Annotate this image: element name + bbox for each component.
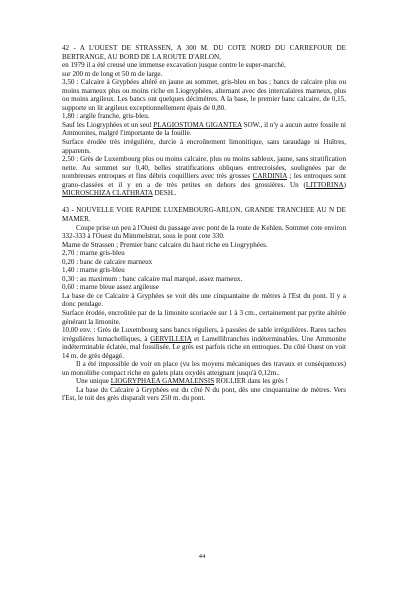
page-body xyxy=(62,44,346,403)
fossil-name: LITTORINA xyxy=(305,180,344,189)
layer-line: 0,60 : marne bleue assez argileuse xyxy=(62,283,159,292)
text-run: SOW., il n'y a aucun autre fossile ni Ammonites, malgré l'importante de la fouille. xyxy=(62,120,348,138)
page-number: 44 xyxy=(198,553,206,560)
section-gap xyxy=(62,198,346,207)
section-43-marne: Marne de Strassen ; Premier banc calcaire du haut riche en Liogryphées. xyxy=(62,240,268,249)
text-run: DESH.. xyxy=(152,189,177,198)
section-43-impossible: Il a été impossible de voir en place (vu les moyens mécaniques des travaux et conséquences) un monolithe compact riche en galets plats oxydés atteignant jusqu'à 0,12m.. xyxy=(62,360,348,377)
text-run: ROLLIER dans les grès ! xyxy=(214,377,289,386)
section-42-line-1: en 1979 il a été creusé une immense excavation jusque contre le super-marché, xyxy=(62,61,286,70)
text-run: et Lamellibranches indéterminables. Une Ammonite indéterminable éclatée, mal fossilisée. Le grès est parfois riche en entroques. Du côté Ouest on voit 14 m. de grès dégagé. xyxy=(62,334,348,360)
text-run: Sauf les Liogryphées et un seul xyxy=(62,120,154,129)
section-43-unique xyxy=(62,377,346,386)
fossil-name: LIOGRYPHAEA GAMMALENSIS xyxy=(110,377,215,386)
section-43-intro: Coupe prise un peu à l'Ouest du passage avec pont de la route de Kehlen. Sommet cote environ 332-333 à l'Ouest du Mimmelstrat, sous le pont cote 330. xyxy=(62,223,348,241)
section-42-gres-layer xyxy=(62,155,346,198)
section-43-surface: Surface érodée, encroûtée par de la limonite scoriacée sur 1 à 3 cm., certainement par pyrite altérée générant la limonite. xyxy=(62,309,348,326)
section-42-calcaire-layer: 3,50 : Calcaire à Gryphées altéré en jaune au sommet, gris-bleu en bas ; bancs de calcaire plus ou moins marneux plus ou moins riche en Liogryphées, alternant avec des intercalaires marneux, plus ou moins argileux. Les bancs ont quelques décimètres. A la base, le premier banc calcaire, de 0,15, supporte un lit argileux exceptionnellement épais de 0,80. xyxy=(62,78,348,112)
text-run: 10,00 env. : Grès de Luxembourg sans bancs réguliers, à passées de sable irrégulières. Rares taches irrégulières lumachelliques, à xyxy=(62,326,348,343)
text-run: ) xyxy=(343,180,348,189)
layer-line: 0,30 : au maximum : banc calcaire mal marqué, assez marneux. xyxy=(62,274,243,283)
layer-line: 2,70 : marne gris-bleu xyxy=(62,249,125,258)
section-42-surface: Surface érodée très irrégulière, durcie à encroûtement limonitique, sans taraudage ni Huîtres, apparents. xyxy=(62,138,348,155)
text-run: 2,50 : Grès de Luxembourg plus ou moins calcaire, plus ou moins sableux, jaune, sans stratification nette. Au sommet sur 0,40, belles stratifications obliques entrecroisées, soulignées par de nombreuses entroques et fins débris coquilliers avec très grosses xyxy=(62,155,348,181)
fossil-name: GERVILLEIA xyxy=(150,334,192,343)
section-42-line-2: sur 200 m de long et 50 m de large. xyxy=(62,69,163,78)
text-run: Une unique xyxy=(76,377,111,386)
section-42-fossils-note xyxy=(62,121,346,138)
text-run: ; les entroques sont grano-classées et il y en a de très petites en dehors des grossières. Un ( xyxy=(62,172,348,189)
layer-line: 0,20 : banc de calcaire marneux xyxy=(62,257,153,266)
section-43-base-calcaire: La base de ce Calcaire à Gryphées se voit dès une cinquantaine de mètres à l'Est du pont. Il y a donc pendage. xyxy=(62,291,348,309)
section-43-gres-layer xyxy=(62,326,346,360)
section-42-heading: 42 - A L'OUEST DE STRASSEN, A 300 M. DU COTE NORD DU CARREFOUR DE BERTRANGE, AU BORD DE LA ROUTE D'ARLON, xyxy=(62,44,348,61)
section-43-base: La base du Calcaire à Gryphées est du côté N du pont, dès une cinquantaine de mètres. Vers l'Est, le toit des grès disparaît vers 250 m. du pont. xyxy=(62,385,348,403)
section-42-argile-layer: 1,80 : argile franche, gris-bleu. xyxy=(62,112,150,121)
fossil-name: PLAGIOSTOMA GIGANTEA xyxy=(153,120,242,129)
layer-line: 1,40 : marne gris-bleu xyxy=(62,266,125,275)
fossil-name: MICROSCHIZA CLATHRATA xyxy=(62,189,153,198)
fossil-name: CARDINIA xyxy=(252,172,287,181)
section-43-heading: 43 - NOUVELLE VOIE RAPIDE LUXEMBOURG-ARLON, GRANDE TRANCHEE AU N DE MAMER. xyxy=(62,206,348,223)
